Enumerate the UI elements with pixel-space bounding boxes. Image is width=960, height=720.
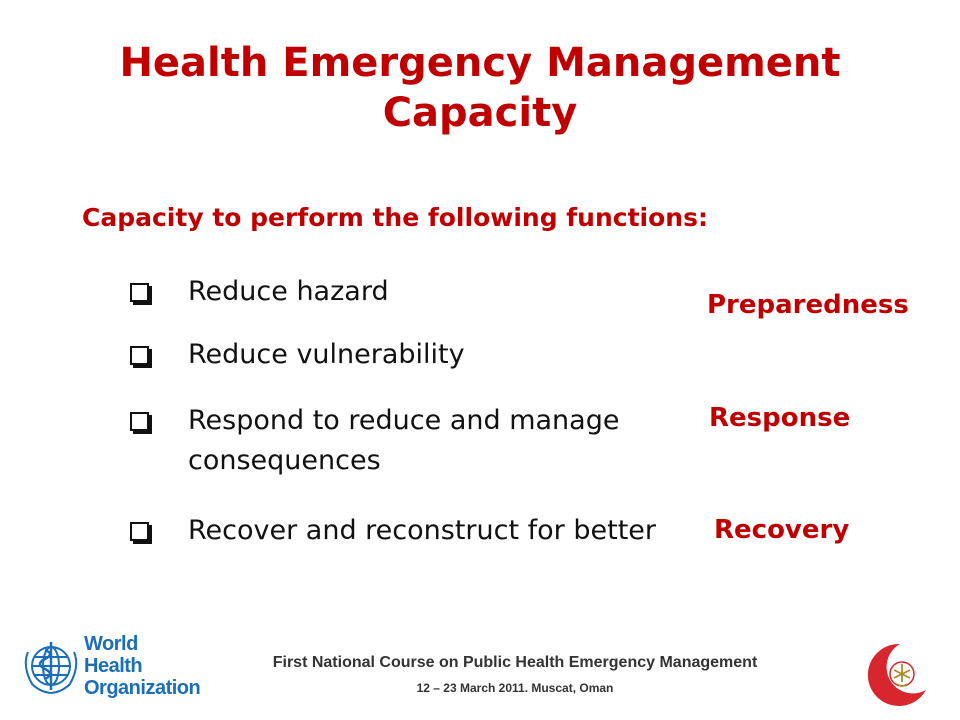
red-crescent-emblem-icon: [856, 640, 932, 706]
who-wordmark-line2: Organization: [84, 677, 201, 699]
slide-subtitle: Capacity to perform the following functions:: [82, 203, 708, 232]
footer-course-title: First National Course on Public Health Emergency Management: [272, 654, 758, 671]
bullet-item-reduce-vulnerability: [130, 335, 465, 375]
bullet-text: Respond to reduce and manage consequences: [188, 405, 620, 476]
who-wordmark-line1: World Health: [84, 633, 143, 677]
footer-dates-location: 12 – 23 March 2011. Muscat, Oman: [416, 681, 614, 695]
slide-title: [0, 38, 960, 138]
slide-title-line1: Health Emergency Management: [119, 40, 841, 86]
phase-label-preparedness: Preparedness: [707, 290, 909, 320]
square-bullet-icon: [130, 346, 149, 365]
square-bullet-icon: [130, 412, 149, 431]
slide-title-line2: Capacity: [382, 90, 578, 136]
square-bullet-icon: [130, 522, 149, 541]
phase-label-recovery: Recovery: [714, 515, 850, 545]
square-bullet-icon: [130, 283, 149, 302]
bullet-text: Recover and reconstruct for better: [188, 515, 656, 546]
bullet-text: Reduce vulnerability: [188, 339, 465, 370]
bullet-item-recover: [130, 511, 656, 551]
bullet-item-reduce-hazard: [130, 272, 389, 312]
bullet-text: Reduce hazard: [188, 276, 389, 307]
phase-label-response: Response: [709, 403, 851, 433]
bullet-item-respond: [130, 401, 650, 481]
